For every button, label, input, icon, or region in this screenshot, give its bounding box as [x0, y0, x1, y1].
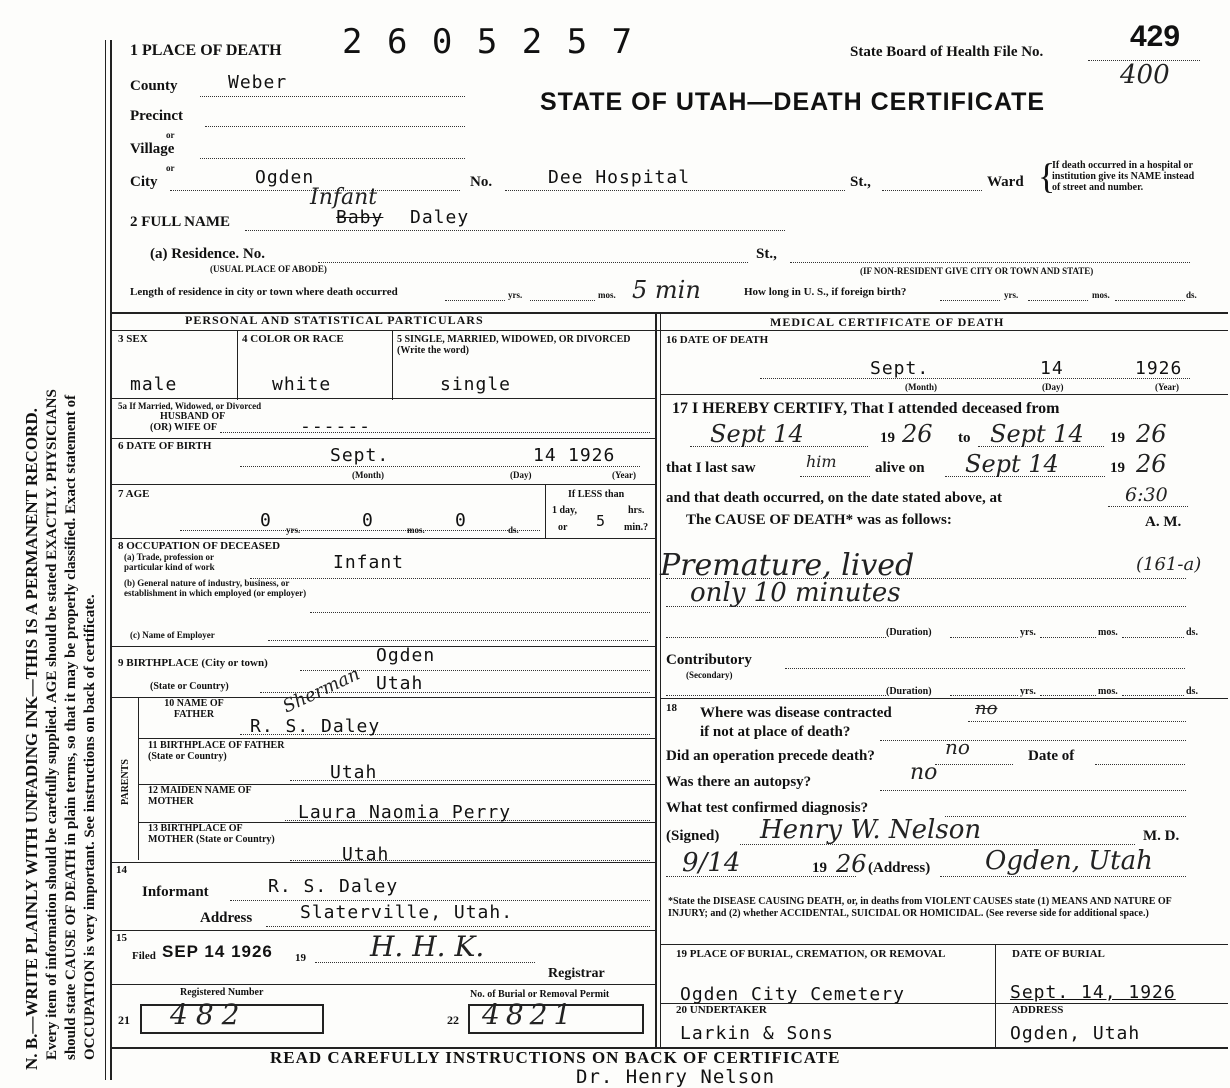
burial-place-label: 19 PLACE OF BURIAL, CREMATION, OR REMOVAL	[676, 948, 946, 960]
footnote: *State the DISEASE CAUSING DEATH, or, in deaths from VIOLENT CAUSES state (1) MEANS AND NATURE OF INJURY; and (2) whether ACCIDENTAL, SUICIDAL OR HOMICIDAL. (See reverse side for additional space.)	[668, 896, 1172, 919]
registrar-label: Registrar	[548, 966, 605, 981]
left-border-inner	[105, 40, 106, 1080]
side-note-line2: Every item of information should be carefully supplied. AGE should be stated EXACTLY. PHYSICIANS	[44, 389, 60, 1060]
dob-day: 14	[533, 445, 557, 466]
dob-month: Sept.	[330, 445, 390, 466]
death-month-caption: (Month)	[905, 382, 937, 392]
informant-label: Informant	[142, 884, 209, 900]
age-ds: 0	[455, 510, 467, 531]
birthplace-state-label: (State or Country)	[150, 681, 229, 692]
mother-bp-label: 13 BIRTHPLACE OF MOTHER (State or Country)	[148, 823, 275, 845]
duration-ds-1: ds.	[1186, 627, 1198, 638]
parents-label: PARENTS	[120, 759, 131, 805]
usual-abode-label: (USUAL PLACE OF ABODE)	[210, 264, 327, 274]
duration-yrs-2: yrs.	[1020, 686, 1036, 697]
occupation-sub-b: (b) General nature of industry, business, or establishment in which employed (or employer)	[124, 578, 307, 598]
length-residence-label: Length of residence in city or town where death occurred	[130, 286, 398, 298]
attended-to: Sept 14	[990, 420, 1084, 448]
or-min-label: or	[558, 522, 568, 533]
city-label: City	[130, 174, 158, 190]
duration-yrs-1: yrs.	[1020, 627, 1036, 638]
reg-number: 482	[170, 998, 248, 1031]
side-note-line4: OCCUPATION is very important. See instructions on back of certificate.	[82, 594, 98, 1060]
cause-code: (161-a)	[1136, 554, 1202, 575]
file-number: 429	[1130, 20, 1181, 53]
burial-place-value: Ogden City Cemetery	[680, 984, 905, 1005]
ward-label: Ward	[987, 174, 1024, 190]
filed-signature: H. H. K.	[370, 930, 485, 963]
occupation-label: 8 OCCUPATION OF DECEASED	[118, 540, 281, 552]
am-label: A. M.	[1145, 514, 1182, 530]
permit-prefix: 22	[447, 1013, 459, 1027]
to-19: 19	[1110, 430, 1125, 446]
dob-year: 1926	[568, 445, 616, 466]
us-yrs: yrs.	[1004, 290, 1019, 300]
or-label-1: or	[166, 130, 175, 140]
where-contracted-no: 18	[666, 702, 677, 714]
age-label: 7 AGE	[118, 488, 150, 500]
duration-ds-2: ds.	[1186, 686, 1198, 697]
death-year: 1926	[1135, 358, 1183, 379]
filed-no: 15	[116, 932, 127, 944]
burial-permit-label: No. of Burial or Removal Permit	[470, 989, 610, 1000]
informant-no: 14	[116, 864, 127, 876]
age-yrs: 0	[260, 510, 272, 531]
dob-month-caption: (Month)	[352, 470, 384, 480]
undertaker-value: Larkin & Sons	[680, 1023, 834, 1044]
operation-label: Did an operation precede death?	[666, 748, 875, 764]
spouse-label-c: (OR) WIFE OF	[150, 422, 218, 433]
footer-instructions: READ CAREFULLY INSTRUCTIONS ON BACK OF CERTIFICATE	[270, 1048, 841, 1067]
birthplace-label: 9 BIRTHPLACE (City or town)	[118, 657, 268, 669]
precinct-label: Precinct	[130, 108, 184, 124]
dob-year-caption: (Year)	[612, 470, 636, 480]
to-label: to	[958, 430, 971, 446]
us-mos: mos.	[1092, 290, 1110, 300]
sign-19: 19	[812, 860, 827, 876]
filed-label: Filed	[132, 950, 156, 962]
mother-label: 12 MAIDEN NAME OF MOTHER	[148, 785, 252, 807]
dob-label: 6 DATE OF BIRTH	[118, 440, 212, 452]
certificate-number: 2 6 0 5 2 5 7	[342, 22, 635, 62]
reg-prefix: 21	[118, 1013, 130, 1027]
nonresident-label: (IF NON-RESIDENT GIVE CITY OR TOWN AND STATE)	[860, 266, 1094, 276]
full-name-label: 2 FULL NAME	[130, 214, 231, 230]
death-date-label: 16 DATE OF DEATH	[666, 334, 769, 346]
not-at-place-label: if not at place of death?	[700, 724, 851, 740]
color-value: white	[272, 374, 332, 395]
burial-date-value: Sept. 14, 1926	[1010, 982, 1176, 1003]
side-note-line3: should state CAUSE OF DEATH in plain terms, so that it may be properly classified. Exact statement of	[63, 394, 79, 1060]
us-ds: ds.	[1186, 290, 1197, 300]
filed-19: 19	[295, 952, 306, 964]
village-label: Village	[130, 141, 175, 157]
where-contracted-label: Where was disease contracted	[700, 705, 892, 721]
spouse-label-b: HUSBAND OF	[160, 411, 226, 422]
autopsy-label: Was there an autopsy?	[666, 774, 812, 790]
signer-address-label: (Address)	[868, 860, 931, 876]
min-value: 5	[596, 512, 607, 530]
md-label: M. D.	[1143, 828, 1180, 844]
birthplace-city: Ogden	[376, 645, 436, 666]
from-year: 26	[902, 420, 933, 448]
informant-address-label: Address	[200, 910, 253, 926]
permit-number: 4821	[482, 998, 578, 1031]
reg-number-label: Registered Number	[180, 987, 264, 998]
death-day-caption: (Day)	[1042, 382, 1064, 392]
alive-on: Sept 14	[965, 450, 1059, 478]
signer-address: Ogden, Utah	[985, 846, 1153, 876]
father-value: R. S. Daley	[250, 716, 381, 737]
certify-label: 17 I HEREBY CERTIFY, That I attended deceased from	[672, 400, 1060, 417]
death-month: Sept.	[870, 358, 930, 379]
personal-heading: PERSONAL AND STATISTICAL PARTICULARS	[185, 313, 484, 327]
undertaker-label: 20 UNDERTAKER	[676, 1004, 767, 1016]
city-value: Ogden	[255, 167, 315, 188]
age-mos: 0	[362, 510, 374, 531]
cause-label: The CAUSE OF DEATH* was as follows:	[686, 512, 952, 528]
death-year-caption: (Year)	[1155, 382, 1179, 392]
death-day: 14	[1040, 358, 1064, 379]
length-value: 5 min	[632, 276, 701, 304]
min-label: min.?	[624, 522, 649, 533]
age-yrs-caption: yrs.	[286, 525, 301, 535]
hrs-label: hrs.	[628, 505, 645, 516]
burial-address-label: ADDRESS	[1012, 1004, 1064, 1016]
residence-st-label: St.,	[756, 246, 777, 262]
spouse-value: ------	[300, 416, 372, 437]
less-label: If LESS than	[568, 489, 625, 500]
duration-label-2: (Duration)	[886, 686, 932, 697]
grid-center-inner	[660, 312, 661, 1047]
from-19: 19	[880, 430, 895, 446]
father-label: 10 NAME OF FATHER	[164, 698, 224, 720]
marital-label: 5 SINGLE, MARRIED, WIDOWED, OR DIVORCED (Write the word)	[397, 334, 631, 356]
duration-label-1: (Duration)	[886, 627, 932, 638]
age-ds-caption: ds.	[508, 525, 519, 535]
cause-line1: Premature, lived	[660, 548, 915, 583]
informant-value: R. S. Daley	[268, 876, 399, 897]
where-contracted-value: no	[975, 698, 998, 719]
full-name-crossed: Baby	[336, 207, 384, 228]
side-note-line1: N. B.—WRITE PLAINLY WITH UNFADING INK—THIS IS A PERMANENT RECORD.	[22, 408, 41, 1070]
sex-label: 3 SEX	[118, 333, 148, 345]
grid-center	[655, 312, 657, 1047]
burial-date-label: DATE OF BURIAL	[1012, 948, 1105, 960]
spouse-label-a: 5a If Married, Widowed, or Divorced	[118, 401, 262, 411]
no-label: No.	[470, 174, 493, 190]
us-label: How long in U. S., if foreign birth?	[744, 286, 907, 298]
informant-address: Slaterville, Utah.	[300, 902, 514, 923]
full-name-value: Daley	[410, 207, 470, 228]
county-value: Weber	[228, 72, 288, 93]
father-bp-label: 11 BIRTHPLACE OF FATHER (State or Country)	[148, 740, 285, 762]
alive-19: 19	[1110, 460, 1125, 476]
occupation-sub-a: (a) Trade, profession or particular kind of work	[124, 552, 215, 572]
birthplace-state: Utah	[376, 673, 424, 694]
full-name-correction: Infant	[310, 185, 378, 210]
last-saw-who: him	[806, 452, 837, 471]
county-label: County	[130, 78, 178, 94]
duration-mos-1: mos.	[1098, 627, 1118, 638]
cause-line2: only 10 minutes	[690, 578, 901, 608]
last-saw-label: that I last saw	[666, 460, 756, 476]
test-label: What test confirmed diagnosis?	[666, 800, 869, 816]
hospital-value: Dee Hospital	[548, 167, 691, 188]
death-time: 6:30	[1125, 484, 1168, 506]
occupation-value: Infant	[333, 552, 405, 573]
age-mos-caption: mos.	[407, 525, 425, 535]
date-of-label: Date of	[1028, 748, 1075, 764]
color-label: 4 COLOR OR RACE	[242, 333, 344, 345]
file-number-handwritten: 400	[1120, 60, 1170, 90]
or-label-2: or	[166, 163, 175, 173]
left-border	[110, 40, 112, 1080]
certificate-title: STATE OF UTAH—DEATH CERTIFICATE	[540, 88, 1046, 116]
father-handwritten: Sherman	[279, 663, 364, 718]
footer-doctor: Dr. Henry Nelson	[576, 1066, 776, 1088]
signed-value: Henry W. Nelson	[760, 815, 982, 845]
ward-note: If death occurred in a hospital or institution give its NAME instead of street and number.	[1052, 160, 1195, 193]
sex-value: male	[130, 374, 178, 395]
alive-year: 26	[1136, 450, 1167, 478]
dob-day-caption: (Day)	[510, 470, 532, 480]
secondary-label: (Secondary)	[686, 670, 733, 680]
one-day-label: 1 day,	[552, 505, 578, 516]
signed-label: (Signed)	[666, 828, 720, 844]
length-mos: mos.	[598, 290, 616, 300]
alive-on-label: alive on	[875, 460, 925, 476]
residence-label: (a) Residence. No.	[150, 246, 265, 262]
marital-value: single	[440, 374, 512, 395]
duration-mos-2: mos.	[1098, 686, 1118, 697]
father-bp-value: Utah	[330, 762, 378, 783]
contributory-label: Contributory	[666, 652, 752, 668]
mother-bp-value: Utah	[342, 844, 390, 865]
burial-address-value: Ogden, Utah	[1010, 1023, 1141, 1044]
st-label: St.,	[850, 174, 871, 190]
sign-year: 26	[836, 850, 867, 878]
sign-date: 9/14	[682, 848, 741, 878]
medical-heading: MEDICAL CERTIFICATE OF DEATH	[770, 315, 1005, 329]
mother-value: Laura Naomia Perry	[298, 802, 512, 823]
death-occurred-label: and that death occurred, on the date stated above, at	[666, 490, 1002, 506]
to-year: 26	[1136, 420, 1167, 448]
filed-stamp: SEP 14 1926	[162, 942, 273, 961]
attended-from: Sept 14	[710, 420, 804, 448]
employer-label: (c) Name of Employer	[130, 630, 215, 640]
length-yrs: yrs.	[508, 290, 523, 300]
autopsy-value: no	[910, 760, 938, 785]
file-label: State Board of Health File No.	[850, 44, 1044, 60]
place-of-death-label: 1 PLACE OF DEATH	[130, 42, 282, 59]
operation-value: no	[945, 735, 970, 759]
ward-brace: {	[1038, 156, 1056, 196]
